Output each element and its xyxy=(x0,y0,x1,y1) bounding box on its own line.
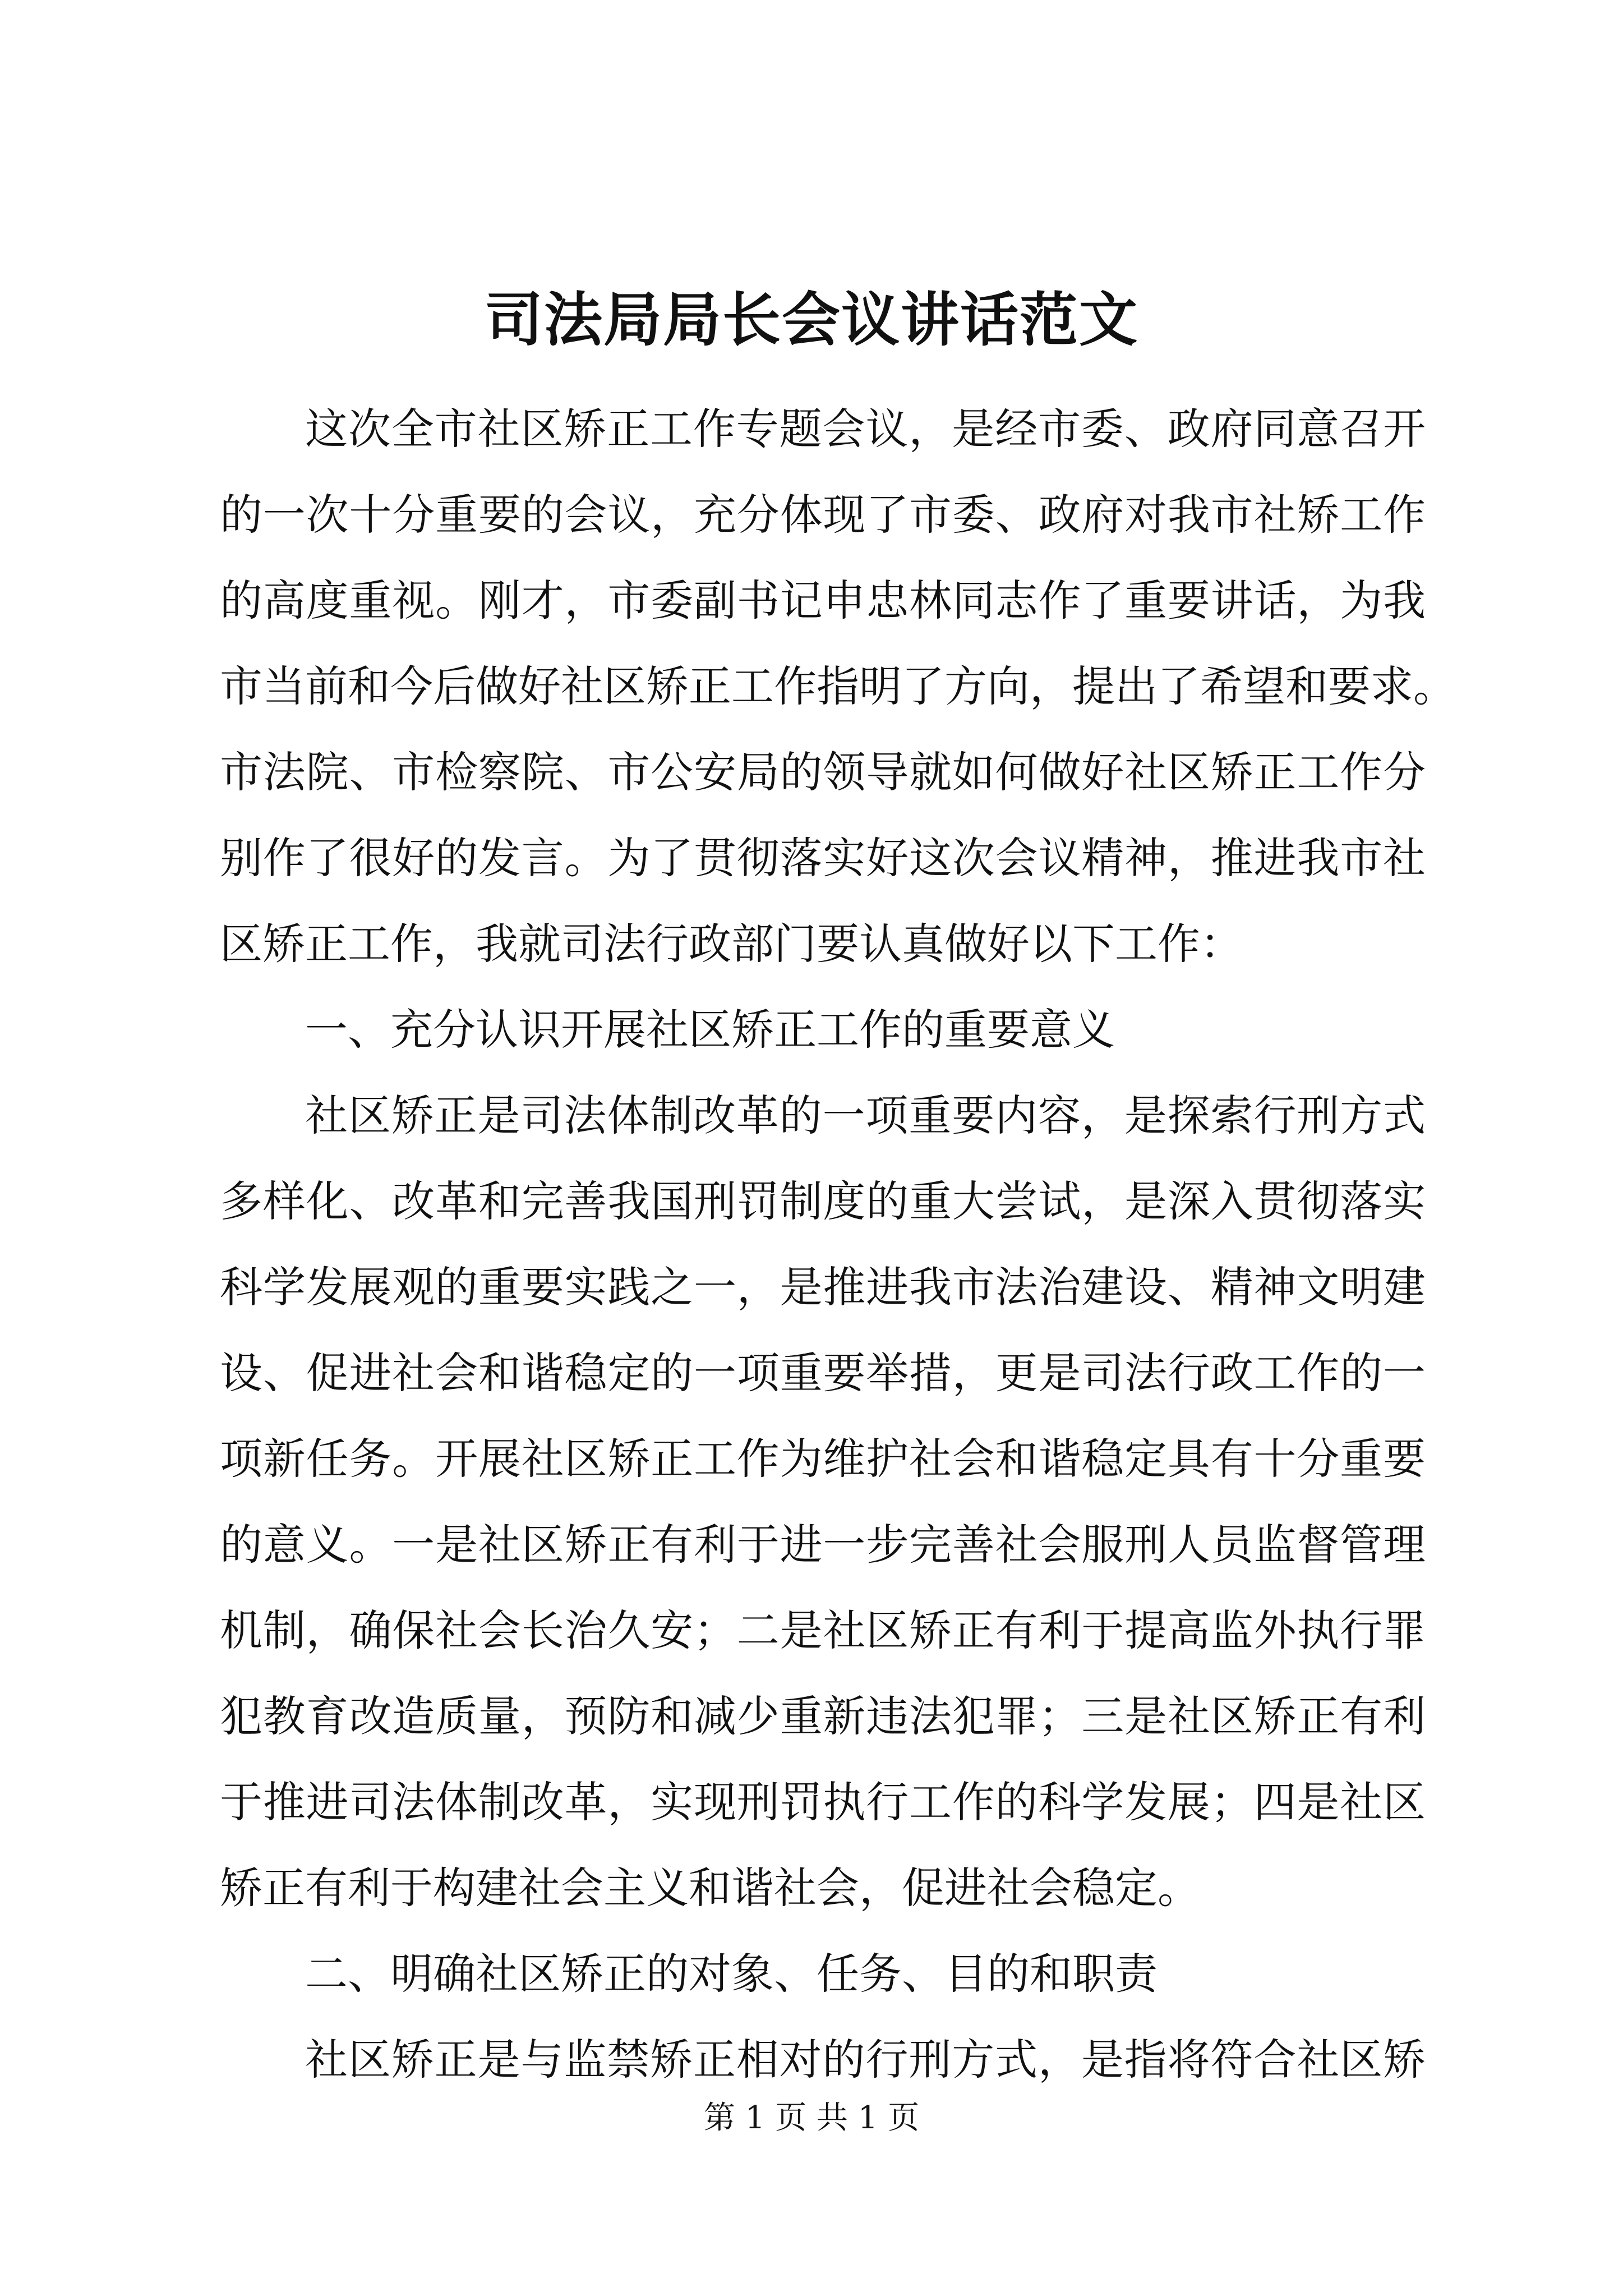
document-body xyxy=(220,386,1456,2102)
paragraph-line: 于推进司法体制改革，实现刑罚执行工作的科学发展；四是社区 xyxy=(220,1777,1426,1827)
section-heading: 二、明确社区矫正的对象、任务、目的和职责 xyxy=(305,1949,1158,1999)
paragraph-line: 设、促进社会和谐稳定的一项重要举措，更是司法行政工作的一 xyxy=(220,1348,1426,1398)
paragraph-line: 科学发展观的重要实践之一，是推进我市法治建设、精神文明建 xyxy=(220,1262,1426,1312)
paragraph-line: 机制，确保社会长治久安；二是社区矫正有利于提高监外执行罪 xyxy=(220,1605,1426,1655)
paragraph-line: 矫正有利于构建社会主义和谐社会，促进社会稳定。 xyxy=(220,1863,1200,1913)
paragraph-line: 社区矫正是与监禁矫正相对的行刑方式，是指将符合社区矫 xyxy=(305,2035,1426,2085)
paragraph-line: 社区矫正是司法体制改革的一项重要内容，是探索行刑方式 xyxy=(305,1091,1426,1140)
paragraph-line: 的高度重视。刚才，市委副书记申忠林同志作了重要讲话，为我 xyxy=(220,576,1426,625)
paragraph-line: 的意义。一是社区矫正有利于进一步完善社会服刑人员监督管理 xyxy=(220,1520,1426,1570)
paragraph-line: 区矫正工作，我就司法行政部门要认真做好以下工作： xyxy=(220,919,1243,969)
paragraph-line: 犯教育改造质量，预防和减少重新违法犯罪；三是社区矫正有利 xyxy=(220,1691,1426,1741)
section-heading: 一、充分认识开展社区矫正工作的重要意义 xyxy=(305,1005,1115,1055)
page-footer: 第 1 页 共 1 页 xyxy=(703,2100,920,2136)
paragraph-line: 这次全市社区矫正工作专题会议，是经市委、政府同意召开 xyxy=(305,404,1426,454)
paragraph-line: 市法院、市检察院、市公安局的领导就如何做好社区矫正工作分 xyxy=(220,747,1426,797)
document-title: 司法局局长会议讲话范文 xyxy=(484,285,1138,354)
paragraph-line: 别作了很好的发言。为了贯彻落实好这次会议精神，推进我市社 xyxy=(220,833,1426,883)
paragraph-line: 项新任务。开展社区矫正工作为维护社会和谐稳定具有十分重要 xyxy=(220,1434,1426,1484)
paragraph-line: 多样化、改革和完善我国刑罚制度的重大尝试，是深入贯彻落实 xyxy=(220,1176,1426,1226)
paragraph-line: 的一次十分重要的会议，充分体现了市委、政府对我市社矫工作 xyxy=(220,490,1426,540)
paragraph-line: 市当前和今后做好社区矫正工作指明了方向，提出了希望和要求。 xyxy=(220,661,1456,711)
